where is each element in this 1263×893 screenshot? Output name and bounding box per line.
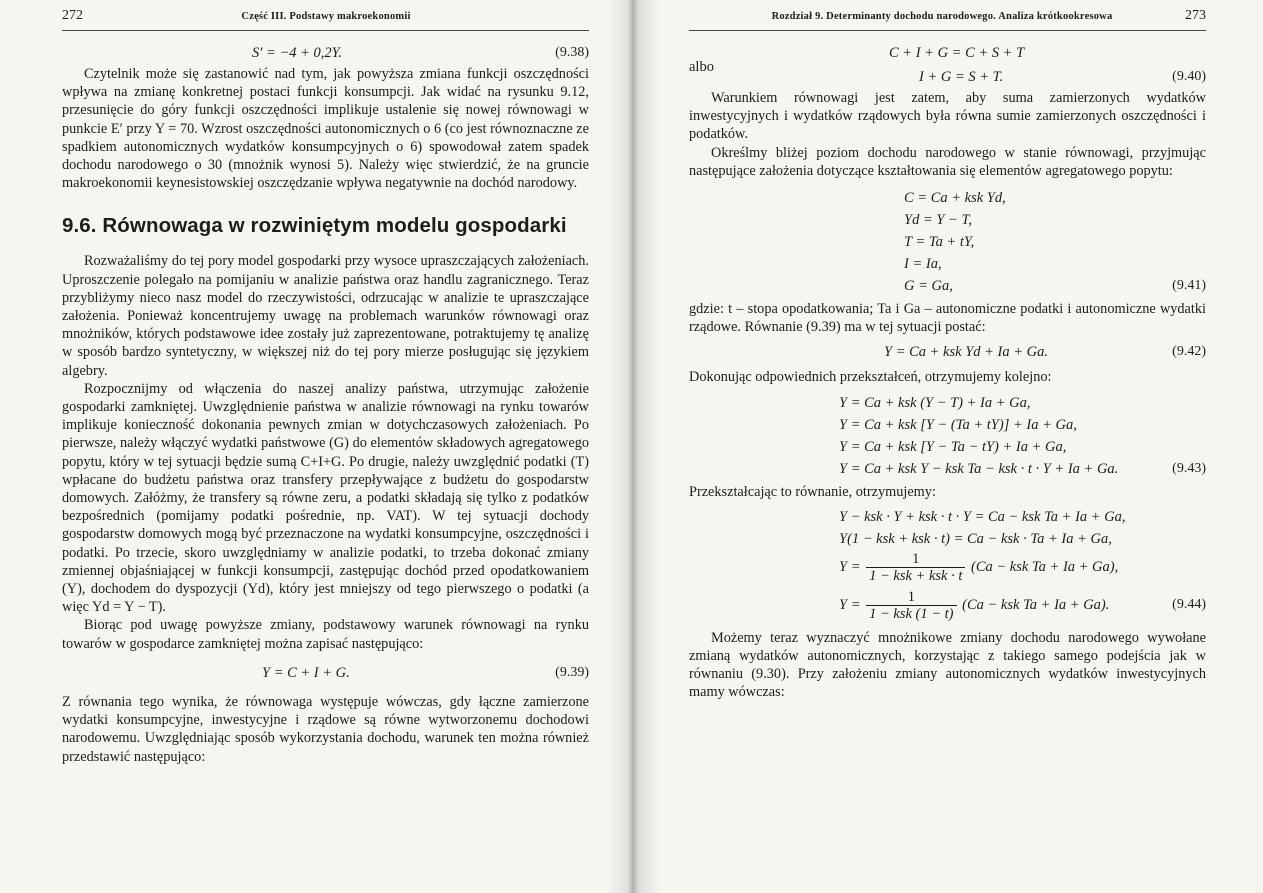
equation-number: (9.38) — [555, 45, 589, 60]
left-page — [0, 0, 631, 893]
albo-label: albo — [689, 59, 714, 75]
equation-number: (9.41) — [1172, 278, 1206, 294]
equation-number: (9.42) — [1172, 344, 1206, 360]
equation-line: Y = Ca + ksk [Y − (Ta + tY)] + Ia + Ga, — [839, 416, 1077, 433]
right-page — [631, 0, 1262, 893]
equation-expression: Y = C + I + G. — [262, 664, 350, 681]
equation-expression: I + G = S + T. — [919, 69, 1004, 85]
equation-identity — [689, 41, 1206, 65]
right-page-header — [689, 2, 1206, 31]
fraction-numerator: 1 — [866, 589, 956, 606]
paragraph: Czytelnik może się zastanowić nad tym, jak powyższa zmiana funkcji oszczędności wpływa na zmianę konkretnej postaci funkcji konsumpcji. Jak widać na rysunku 9.12, przesunięcie do góry funkcji oszczędności implikuje ustalenie się nowej równowagi w punkcie E′ przy Y = 70. Wzrost oszczędności autonomicznych o 6 (co jest równoznaczne ze spadkiem autonomicznych wydatków konsumpcyjnych o 6) spowodował zatem spadek dochodu narodowego o 30 (mnożnik wynosi 5). Należy więc stwierdzić, że na gruncie makroekonomii keynesistowskiej oszczędzanie wpływa negatywnie na dochód narodowy. — [62, 66, 589, 192]
equation-9-38 — [62, 41, 589, 65]
equation-number: (9.43) — [1172, 460, 1206, 476]
equation-expression: S′ = −4 + 0,2Y. — [252, 45, 343, 61]
equation-9-42 — [689, 340, 1206, 364]
right-page-number: 273 — [1184, 8, 1206, 23]
equation-fraction — [689, 549, 1206, 587]
equation-line: Y = Ca + ksk (Y − T) + Ia + Ga, — [839, 394, 1031, 411]
equation-system-9-44 — [689, 505, 1206, 625]
equation-9-39 — [62, 661, 589, 685]
equation-system-9-41 — [689, 186, 1206, 296]
left-page-header — [62, 2, 589, 31]
equation-number: (9.44) — [1172, 596, 1206, 612]
paragraph: Możemy teraz wyznaczyć mnożnikowe zmiany dochodu narodowego wywołane zmianą wydatków autonomicznych, korzystając z takiego samego podejścia jak w równaniu (9.30). Przy założeniu zmiany autonomicznych wydatków inwestycyjnych mamy wówczas: — [689, 629, 1206, 701]
paragraph: Warunkiem równowagi jest zatem, aby suma zamierzonych wydatków inwestycyjnych i wydatków rządowych była równa sumie zamierzonych oszczędności i podatków. — [689, 90, 1206, 143]
paragraph: Rozważaliśmy do tej pory model gospodarki przy wysoce upraszczających założeniach. Uproszczenie polegało na pomijaniu w analizie państwa oraz handlu zagranicznego. Teraz przybliżymy nieco nasz model do rzeczywistości, odrzucając w analizie te upraszczające założenia. Ponieważ koncentrujemy uwagę na problemach warunków równowagi oraz mnożników, których podstawowe idee zostały już zaprezentowane, potraktujemy tę analizę w sposób bardzo syntetyczny, w większej niż do tej pory mierze posługując się językiem algebry. — [62, 253, 589, 379]
equation-line: Y − ksk · Y + ksk · t · Y = Ca − ksk Ta + Ia + Ga, — [839, 508, 1126, 525]
right-running-head: Rozdział 9. Determinanty dochodu narodowego. Analiza krótkookresowa — [771, 11, 1113, 22]
equation-line: G = Ga, — [904, 278, 953, 295]
section-heading: 9.6. Równowaga w rozwiniętym modelu gospodarki — [62, 214, 567, 238]
equation-line: Y = Ca + ksk Y − ksk Ta − ksk · t · Y + Ia + Ga. — [839, 460, 1119, 477]
left-running-head: Część III. Podstawy makroekonomii — [241, 11, 411, 22]
equation-line: Y(1 − ksk + ksk · t) = Ca − ksk · Ta + Ia + Ga, — [839, 530, 1112, 547]
fraction — [866, 551, 965, 584]
equation-line: C = Ca + ksk Yd, — [904, 190, 1006, 207]
fraction — [866, 589, 956, 622]
equation-number: (9.40) — [1172, 69, 1206, 84]
paragraph: Rozpocznijmy od włączenia do naszej analizy państwa, utrzymując założenie gospodarki zamkniętej. Uwzględnienie państwa w analizie równowagi na rynku towarów implikuje konieczność dokonania pewnych zmian w dotychczasowych założeniach. Po pierwsze, należy włączyć wydatki państwowe (G) do elementów składowych agregatowego popytu, który w tej sytuacji będzie sumą C+I+G. Po drugie, należy uwzględnić podatki (T) wpłacane do budżetu państwa oraz transfery przepływające z budżetu do gospodarstw domowych. Załóżmy, że transfery są równe zeru, a podatki składają się tylko z podatków bezpośrednich (pomijamy podatki pośrednie, np. VAT). W tej sytuacji dochody gospodarstw domowych mogą być przeznaczone na wydatki konsumpcyjne, oszczędności i podatki. Po trzecie, skoro uwzględniamy w analizie podatki, to trzeba dokonać zmiany zmiennej objaśniającej w funkcji konsumpcji, zastępując dochód przed opodatkowaniem (Y), dochodem do dyspozycji (Yd), który jest mniejszy od tego pierwszego o podatki (a więc Yd = Y − T). — [62, 380, 589, 616]
equation-number: (9.39) — [555, 664, 589, 680]
left-page-number: 272 — [62, 8, 83, 23]
fraction-denominator: 1 − ksk (1 − t) — [869, 605, 954, 622]
equation-fraction — [689, 587, 1206, 625]
fraction-rhs: (Ca − ksk Ta + Ia + Ga), — [971, 558, 1119, 575]
paragraph: Dokonując odpowiednich przekształceń, otrzymujemy kolejno: — [689, 369, 1052, 386]
equation-9-40 — [689, 59, 1206, 89]
paragraph: gdzie: t – stopa opodatkowania; Ta i Ga – autonomiczne podatki i autonomiczne wydatki rządowe. Równanie (9.39) ma w tej sytuacji postać: — [689, 301, 1206, 336]
paragraph: Biorąc pod uwagę powyższe zmiany, podstawowy warunek równowagi na rynku towarów w gospodarce zamkniętej można zapisać następująco: — [62, 617, 589, 652]
fraction-lhs: Y = — [839, 596, 861, 613]
fraction-numerator: 1 — [866, 551, 965, 568]
paragraph: Określmy bliżej poziom dochodu narodowego w stanie równowagi, przyjmując następujące założenia dotyczące kształtowania się elementów agregatowego popytu: — [689, 144, 1206, 179]
equation-expression: Y = Ca + ksk Yd + Ia + Ga. — [884, 344, 1049, 361]
fraction-rhs: (Ca − ksk Ta + Ia + Ga). — [962, 596, 1110, 613]
equation-system-9-43 — [689, 391, 1206, 479]
equation-line: I = Ia, — [904, 256, 942, 273]
equation-line: T = Ta + tY, — [904, 234, 975, 251]
equation-expression: C + I + G = C + S + T — [889, 45, 1025, 61]
paragraph: Przekształcając to równanie, otrzymujemy: — [689, 483, 936, 500]
fraction-denominator: 1 − ksk + ksk · t — [869, 567, 963, 584]
equation-line: Y = Ca + ksk [Y − Ta − tY) + Ia + Ga, — [839, 438, 1067, 455]
equation-line: Yd = Y − T, — [904, 212, 973, 229]
fraction-lhs: Y = — [839, 558, 861, 575]
paragraph: Z równania tego wynika, że równowaga występuje wówczas, gdy łączne zamierzone wydatki konsumpcyjne, inwestycyjne i rządowe są równe wytworzonemu dochodowi narodowemu. Uwzględniając sposób wykorzystania dochodu, warunek ten można również przedstawić następująco: — [62, 693, 589, 765]
